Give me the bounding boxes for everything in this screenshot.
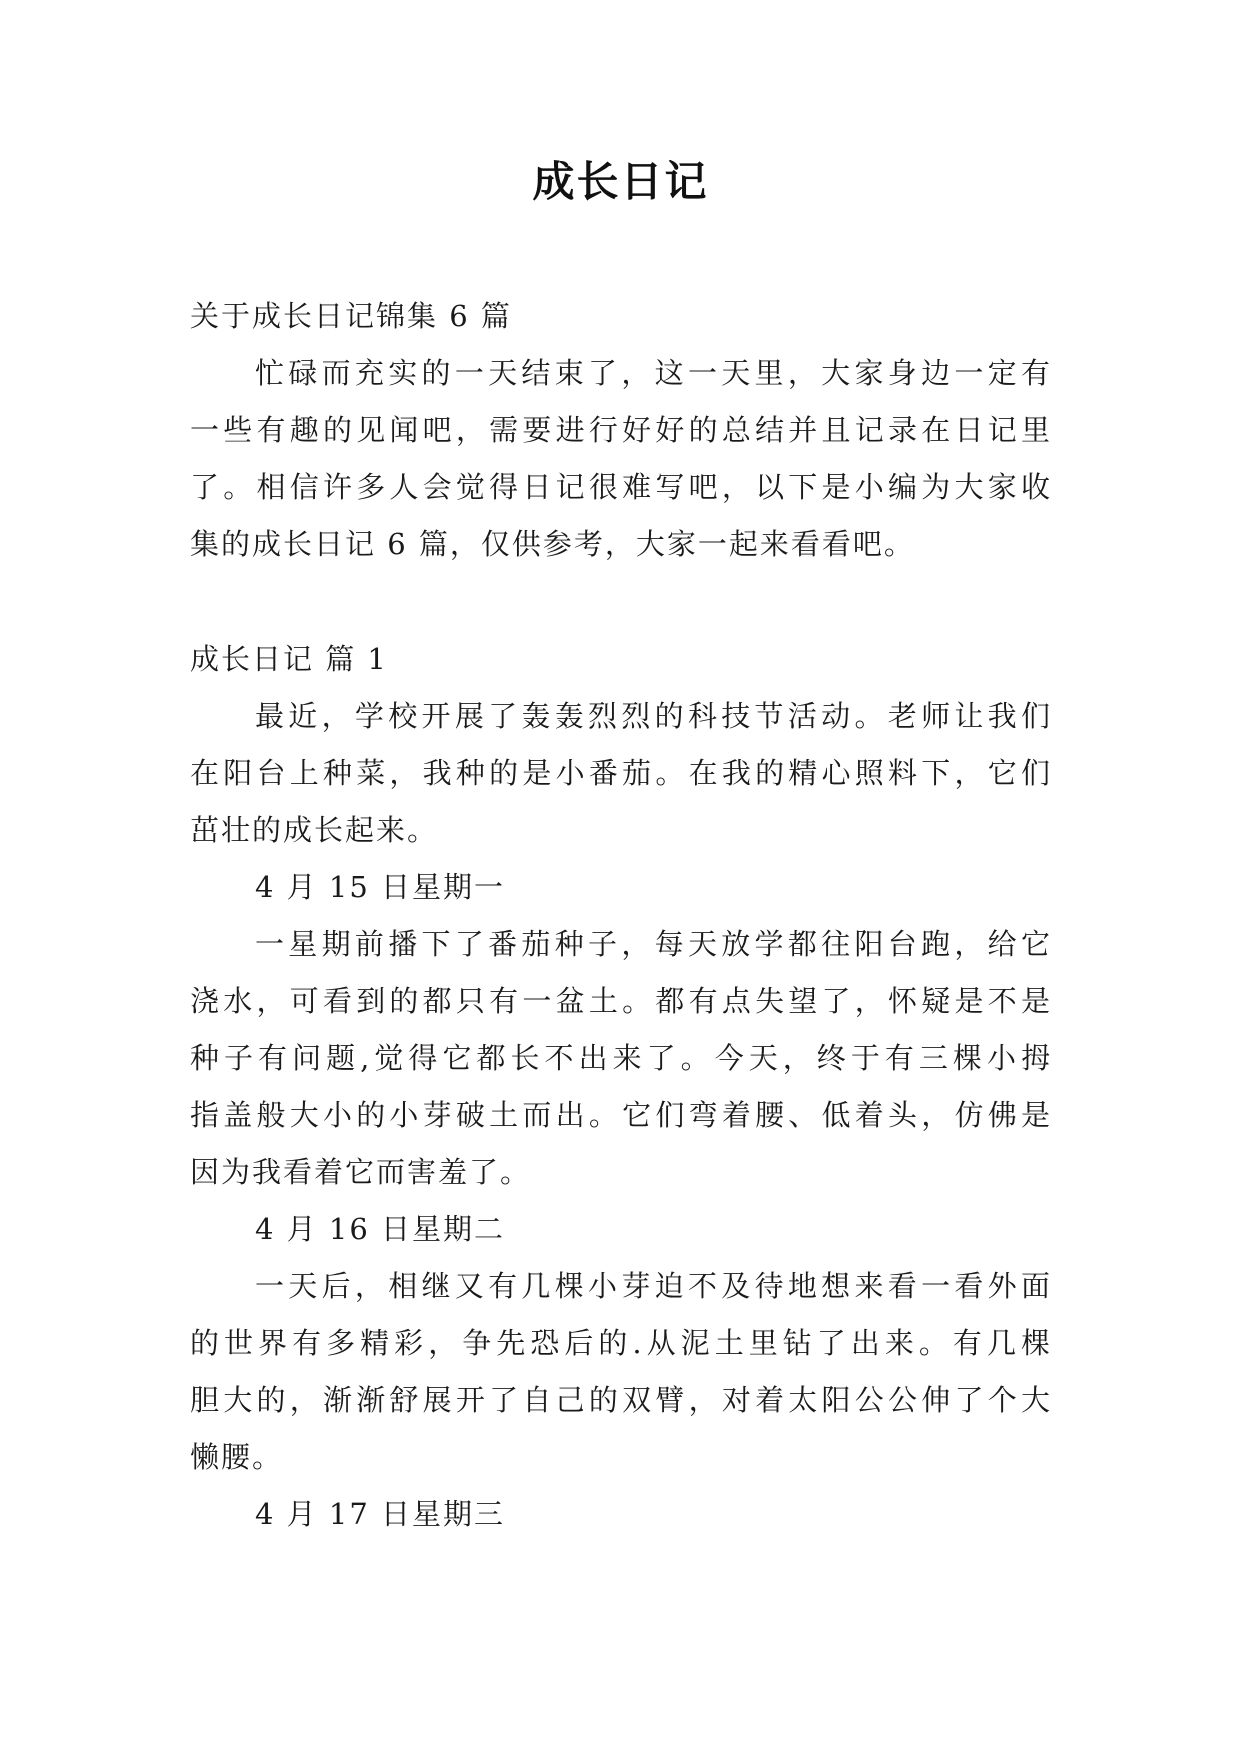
paragraph-line: 忙碌而充实的一天结束了，这一天里，大家身边一定有 — [255, 356, 1052, 390]
paragraph-line: 因为我看着它而害羞了。 — [190, 1155, 532, 1189]
paragraph-line: 胆大的，渐渐舒展开了自己的双臂，对着太阳公公伸了个大 — [190, 1383, 1052, 1417]
section-paragraph — [190, 688, 1052, 859]
intro-paragraph — [190, 345, 1052, 573]
paragraph-line: 浇水，可看到的都只有一盆土。都有点失望了，怀疑是不是 — [190, 984, 1052, 1018]
section-spacer — [190, 573, 1052, 631]
paragraph-line: 在阳台上种菜，我种的是小番茄。在我的精心照料下，它们 — [190, 756, 1052, 790]
entry-date: 4 月 17 日星期三 — [255, 1497, 506, 1531]
entry-paragraph — [190, 1258, 1052, 1486]
paragraph-line: 的世界有多精彩，争先恐后的.从泥土里钻了出来。有几棵 — [190, 1326, 1052, 1360]
paragraph-line: 一天后，相继又有几棵小芽迫不及待地想来看一看外面 — [255, 1269, 1052, 1303]
paragraph-line: 懒腰。 — [190, 1440, 284, 1474]
intro-heading: 关于成长日记锦集 6 篇 — [190, 299, 512, 333]
paragraph-line: 最近，学校开展了轰轰烈烈的科技节活动。老师让我们 — [255, 699, 1052, 733]
entry-date: 4 月 15 日星期一 — [255, 870, 506, 904]
document-title: 成长日记 — [532, 157, 709, 206]
entry-paragraph — [190, 916, 1052, 1201]
paragraph-line: 一些有趣的见闻吧，需要进行好好的总结并且记录在日记里 — [190, 413, 1052, 447]
paragraph-line: 一星期前播下了番茄种子，每天放学都往阳台跑，给它 — [255, 927, 1052, 961]
entry-date: 4 月 16 日星期二 — [255, 1212, 506, 1246]
paragraph-line: 指盖般大小的小芽破土而出。它们弯着腰、低着头，仿佛是 — [190, 1098, 1052, 1132]
document-body — [190, 288, 1052, 1543]
section-heading: 成长日记 篇 1 — [190, 642, 388, 676]
paragraph-line: 种子有问题,觉得它都长不出来了。今天，终于有三棵小拇 — [190, 1041, 1052, 1075]
paragraph-line: 茁壮的成长起来。 — [190, 813, 439, 847]
paragraph-line: 集的成长日记 6 篇，仅供参考，大家一起来看看吧。 — [190, 527, 915, 561]
paragraph-line: 了。相信许多人会觉得日记很难写吧，以下是小编为大家收 — [190, 470, 1052, 504]
